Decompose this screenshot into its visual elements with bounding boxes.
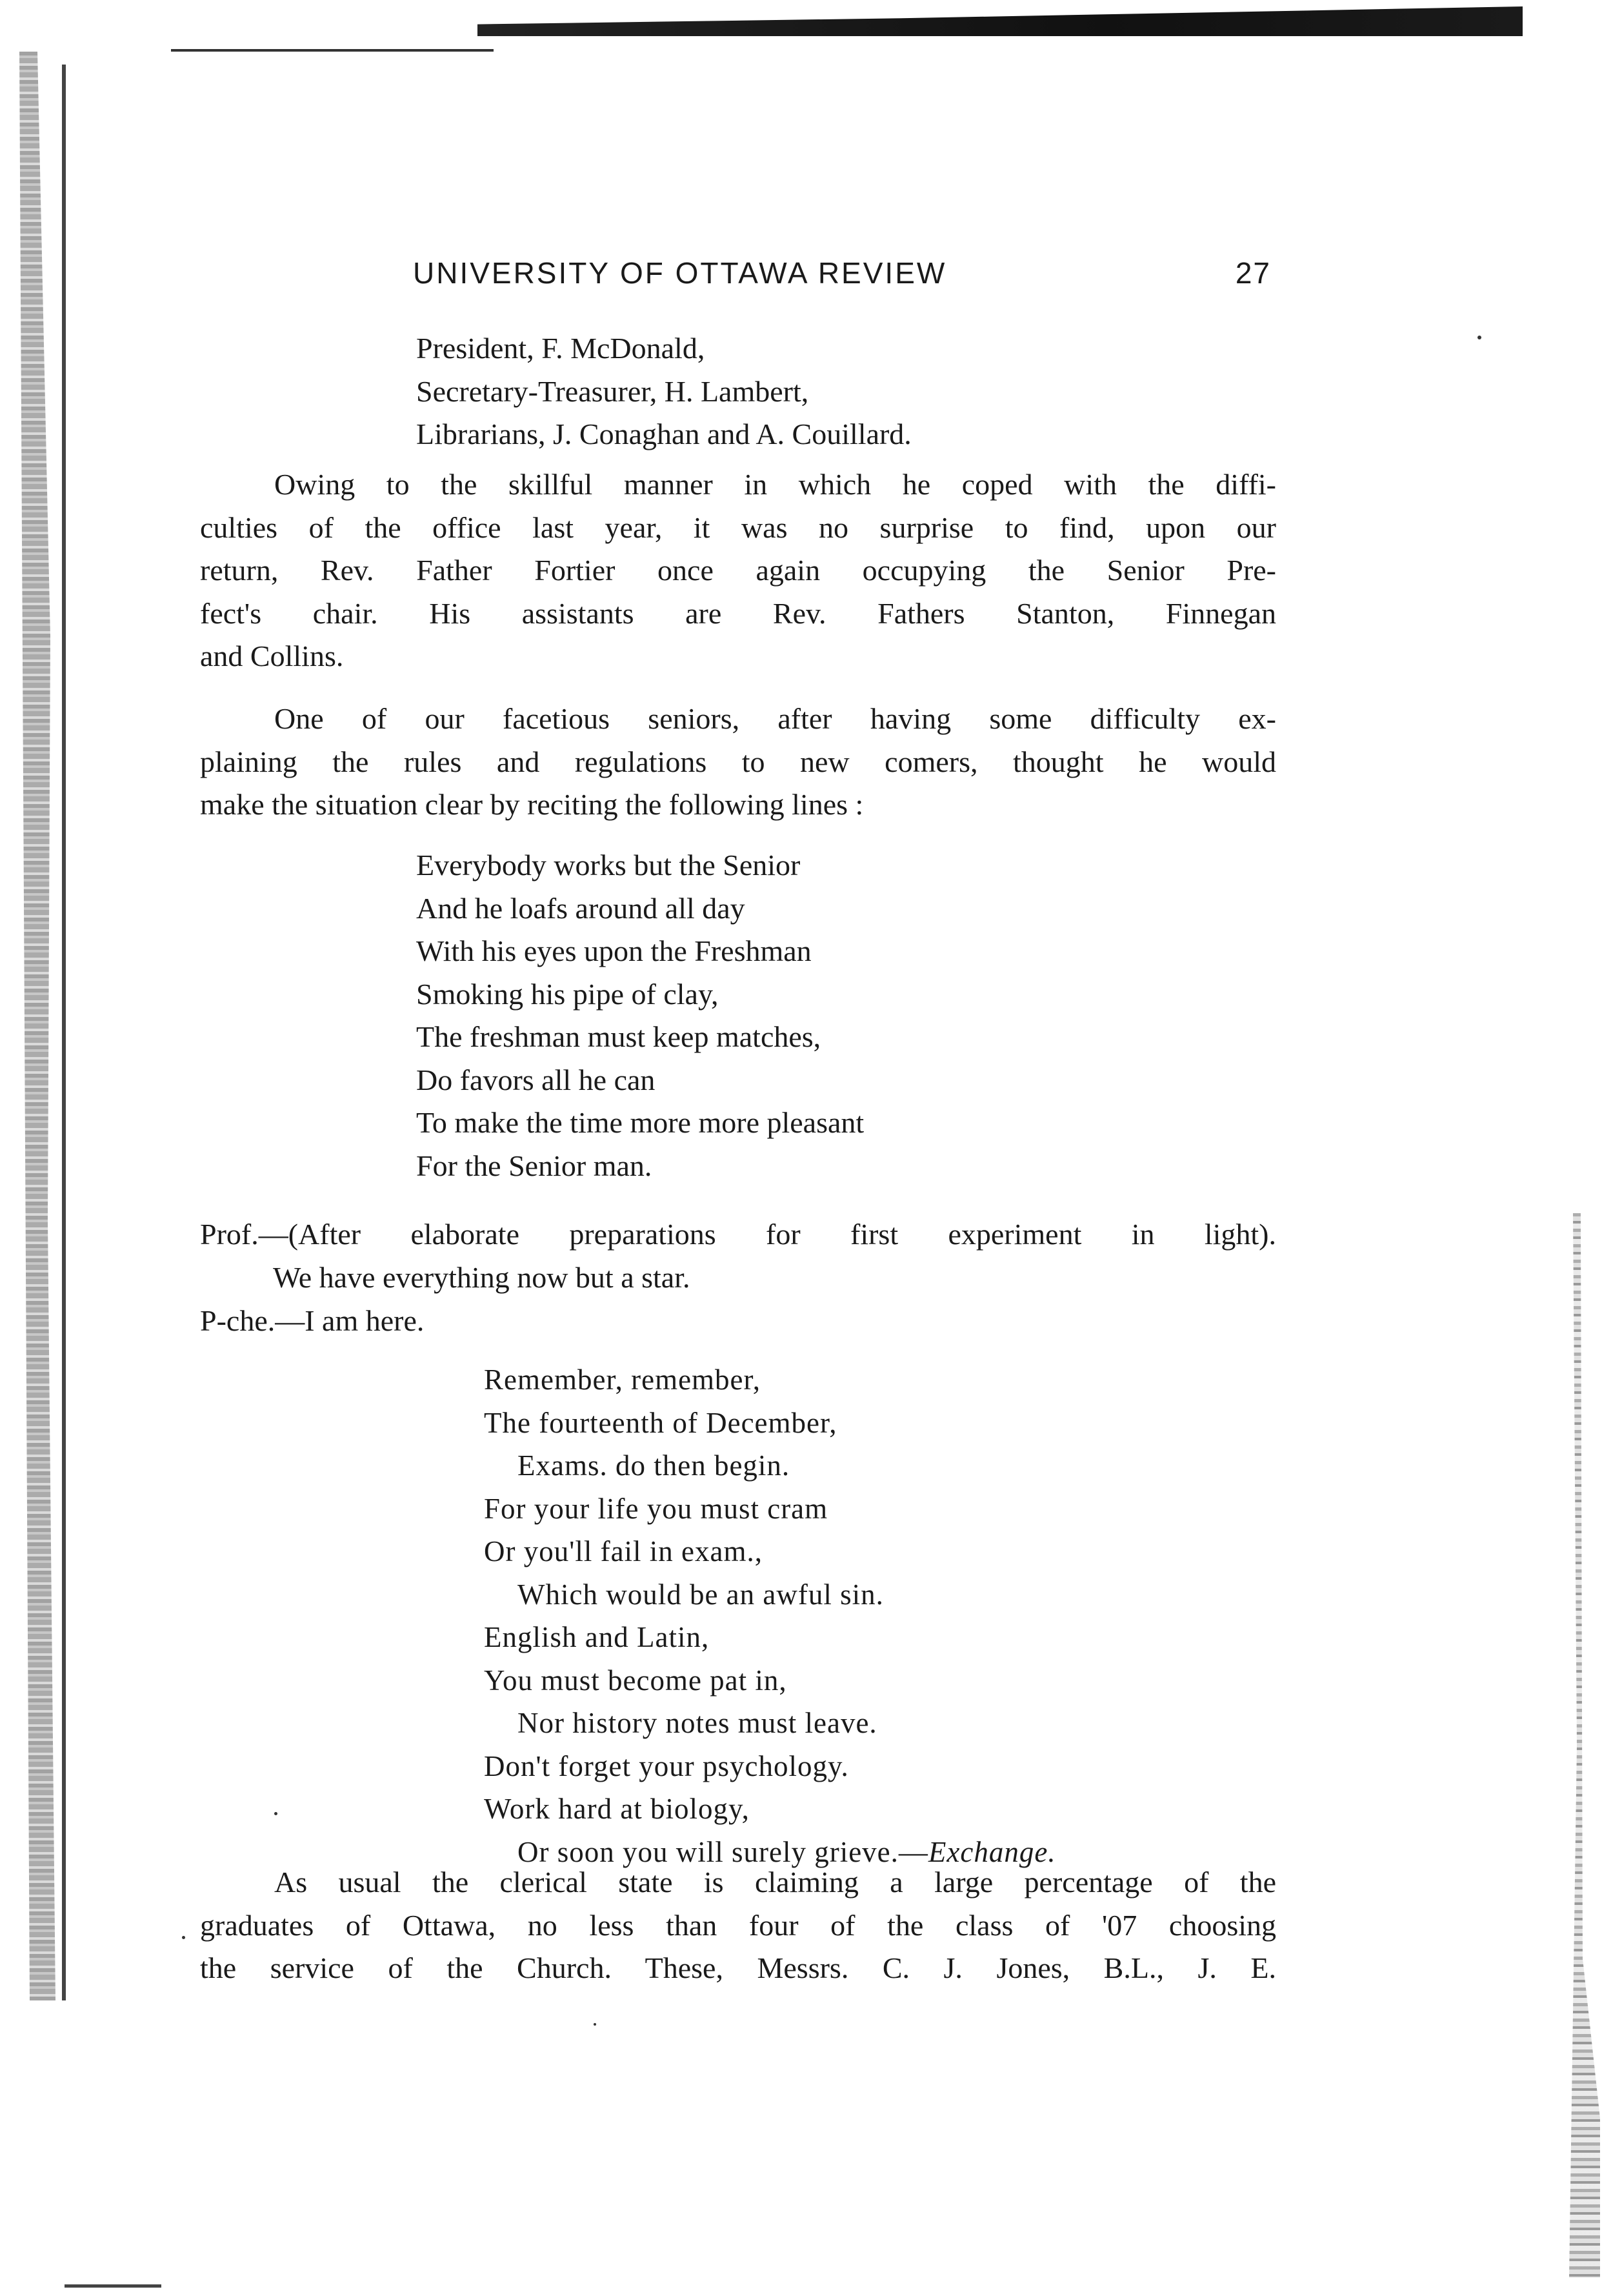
poem-line: For your life you must cram bbox=[484, 1492, 828, 1525]
page-number: 27 bbox=[1235, 256, 1271, 290]
officers-list bbox=[416, 327, 912, 456]
paragraph-senior-prefect bbox=[200, 463, 1276, 678]
poem-line: With his eyes upon the Freshman bbox=[416, 934, 812, 967]
text-line: make the situation clear by reciting the following lines : bbox=[200, 788, 864, 821]
poem-line: Exams. do then begin. bbox=[517, 1449, 790, 1482]
text-line: P-che.—I am here. bbox=[200, 1304, 425, 1337]
text-line: return, Rev. Father Fortier once again occupying the Senior Pre- bbox=[200, 554, 1276, 587]
officer-line: Secretary-Treasurer, H. Lambert, bbox=[416, 374, 809, 408]
scan-binding-line bbox=[62, 65, 66, 2000]
text-line: graduates of Ottawa, no less than four of the class of '07 choosing bbox=[200, 1908, 1276, 1942]
poem-line: Don't forget your psychology. bbox=[484, 1749, 849, 1782]
poem-line: And he loafs around all day bbox=[416, 891, 745, 925]
poem-line: Nor history notes must leave. bbox=[517, 1707, 877, 1739]
poem-line-text: Or soon you will surely grieve.— bbox=[517, 1835, 928, 1868]
poem-exams bbox=[484, 1358, 1056, 1873]
text-line: Owing to the skillful manner in which he coped with the diffi- bbox=[274, 468, 1276, 501]
poem-line: English and Latin, bbox=[484, 1621, 710, 1653]
speck bbox=[594, 2023, 596, 2026]
poem-line: Everybody works but the Senior bbox=[416, 849, 801, 881]
paragraph-clerical-state bbox=[200, 1861, 1276, 1990]
text-line: culties of the office last year, it was no surprise to find, upon our bbox=[200, 510, 1276, 544]
text-line: We have everything now but a star. bbox=[273, 1261, 690, 1294]
text-line: the service of the Church. These, Messrs. C. J. Jones, B.L., J. E. bbox=[200, 1951, 1276, 1984]
scan-rule-top bbox=[171, 49, 494, 52]
speck bbox=[274, 1812, 277, 1815]
poem-line: Do favors all he can bbox=[416, 1063, 656, 1096]
text-line: As usual the clerical state is claiming a large percentage of the bbox=[274, 1866, 1276, 1898]
poem-line: Which would be an awful sin. bbox=[517, 1578, 884, 1611]
text-line: and Collins. bbox=[200, 639, 344, 672]
dialogue-prof-continued bbox=[273, 1256, 690, 1300]
poem-line: Smoking his pipe of clay, bbox=[416, 977, 719, 1011]
text-line: fect's chair. His assistants are Rev. Fathers Stanton, Finnegan bbox=[200, 596, 1276, 630]
poem-line: The fourteenth of December, bbox=[484, 1406, 837, 1439]
dialogue-prof bbox=[200, 1213, 1276, 1256]
paragraph-facetious-seniors bbox=[200, 698, 1276, 827]
officer-line: Librarians, J. Conaghan and A. Couillard. bbox=[416, 418, 912, 450]
scan-edge-top bbox=[477, 6, 1523, 36]
poem-line: Remember, remember, bbox=[484, 1364, 761, 1396]
poem-line: To make the time more more pleasant bbox=[416, 1106, 865, 1139]
poem-line: The freshman must keep matches, bbox=[416, 1020, 821, 1053]
officer-line: President, F. McDonald, bbox=[416, 332, 705, 365]
text-line: plaining the rules and regulations to new comers, thought he would bbox=[200, 745, 1276, 778]
poem-line: Work hard at biology, bbox=[484, 1793, 750, 1825]
scan-edge-right bbox=[1561, 1213, 1600, 2278]
poem-line: Or you'll fail in exam., bbox=[484, 1535, 763, 1567]
speck bbox=[182, 1936, 185, 1939]
speck bbox=[1477, 336, 1481, 339]
text-line: One of our facetious seniors, after having some difficulty ex- bbox=[274, 702, 1276, 735]
poem-source: Exchange. bbox=[928, 1835, 1056, 1868]
poem-line: For the Senior man. bbox=[416, 1149, 652, 1182]
scan-mark-bottom bbox=[65, 2284, 161, 2288]
text-line: Prof.—(After elaborate preparations for first experiment in light). bbox=[200, 1218, 1276, 1251]
journal-title: UNIVERSITY OF OTTAWA REVIEW bbox=[413, 256, 947, 290]
poem-senior bbox=[416, 844, 864, 1187]
dialogue-pche bbox=[200, 1300, 424, 1343]
poem-line: You must become pat in, bbox=[484, 1664, 787, 1697]
